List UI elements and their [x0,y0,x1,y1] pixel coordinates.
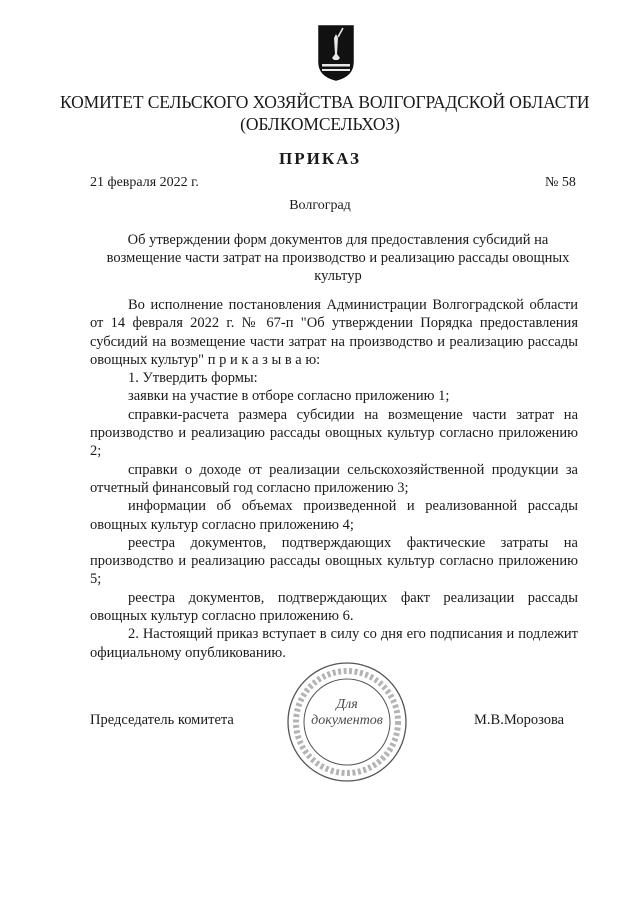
form-item: реестра документов, подтверждающих фактические затраты на производство и реализацию рассады овощных культур согласно приложению 5; [90,534,578,588]
form-item: справки о доходе от реализации сельскохозяйственной продукции за отчетный финансовый год согласно приложению 3; [90,461,578,496]
item-2: 2. Настоящий приказ вступает в силу со дня его подписания и подлежит официальному опубликованию. [90,626,578,661]
item-1: 1. Утвердить формы: [128,370,258,387]
volgograd-oblast-emblem-icon [317,24,355,82]
document-title: ПРИКАЗ [279,149,361,168]
signatory-name: М.В.Морозова [474,712,565,728]
organization-name [60,91,590,135]
document-date: 21 февраля 2022 г. [90,175,199,190]
stamp-line-1: Для [336,697,358,712]
document-body [90,296,578,662]
signatory-position: Председатель комитета [90,712,234,728]
organization-line-2: (ОБЛКОМСЕЛЬХОЗ) [240,114,400,134]
document-number: № 58 [545,175,576,190]
organization-line-1: КОМИТЕТ СЕЛЬСКОГО ХОЗЯЙСТВА ВОЛГОГРАДСКОЙ ОБЛАСТИ [60,92,590,112]
form-item: информации об объемах произведенной и реализованной рассады овощных культур согласно приложению 4; [90,498,578,533]
document-subject: Об утверждении форм документов для предоставления субсидий на возмещение части затрат на производство и реализацию рассады овощных культур [106,232,570,284]
form-item: заявки на участие в отборе согласно приложению 1; [128,388,450,405]
form-item: реестра документов, подтверждающих факт реализации рассады овощных культур согласно приложению 6. [90,589,578,625]
intro-paragraph: Во исполнение постановления Администрации Волгоградской области от 14 февраля 2022 г. № 67-п "Об утверждении Порядка предоставления субсидий на возмещение части затрат на производство и реализацию рассады овощных культур" п р и к а з ы в а ю: [90,297,578,368]
stamp-line-2: документов [311,713,383,728]
document-city: Волгоград [289,198,351,213]
form-item: справки-расчета размера субсидии на возмещение части затрат на производство и реализацию рассады овощных культур согласно приложению 2; [90,406,578,460]
stamp-text [286,697,408,729]
